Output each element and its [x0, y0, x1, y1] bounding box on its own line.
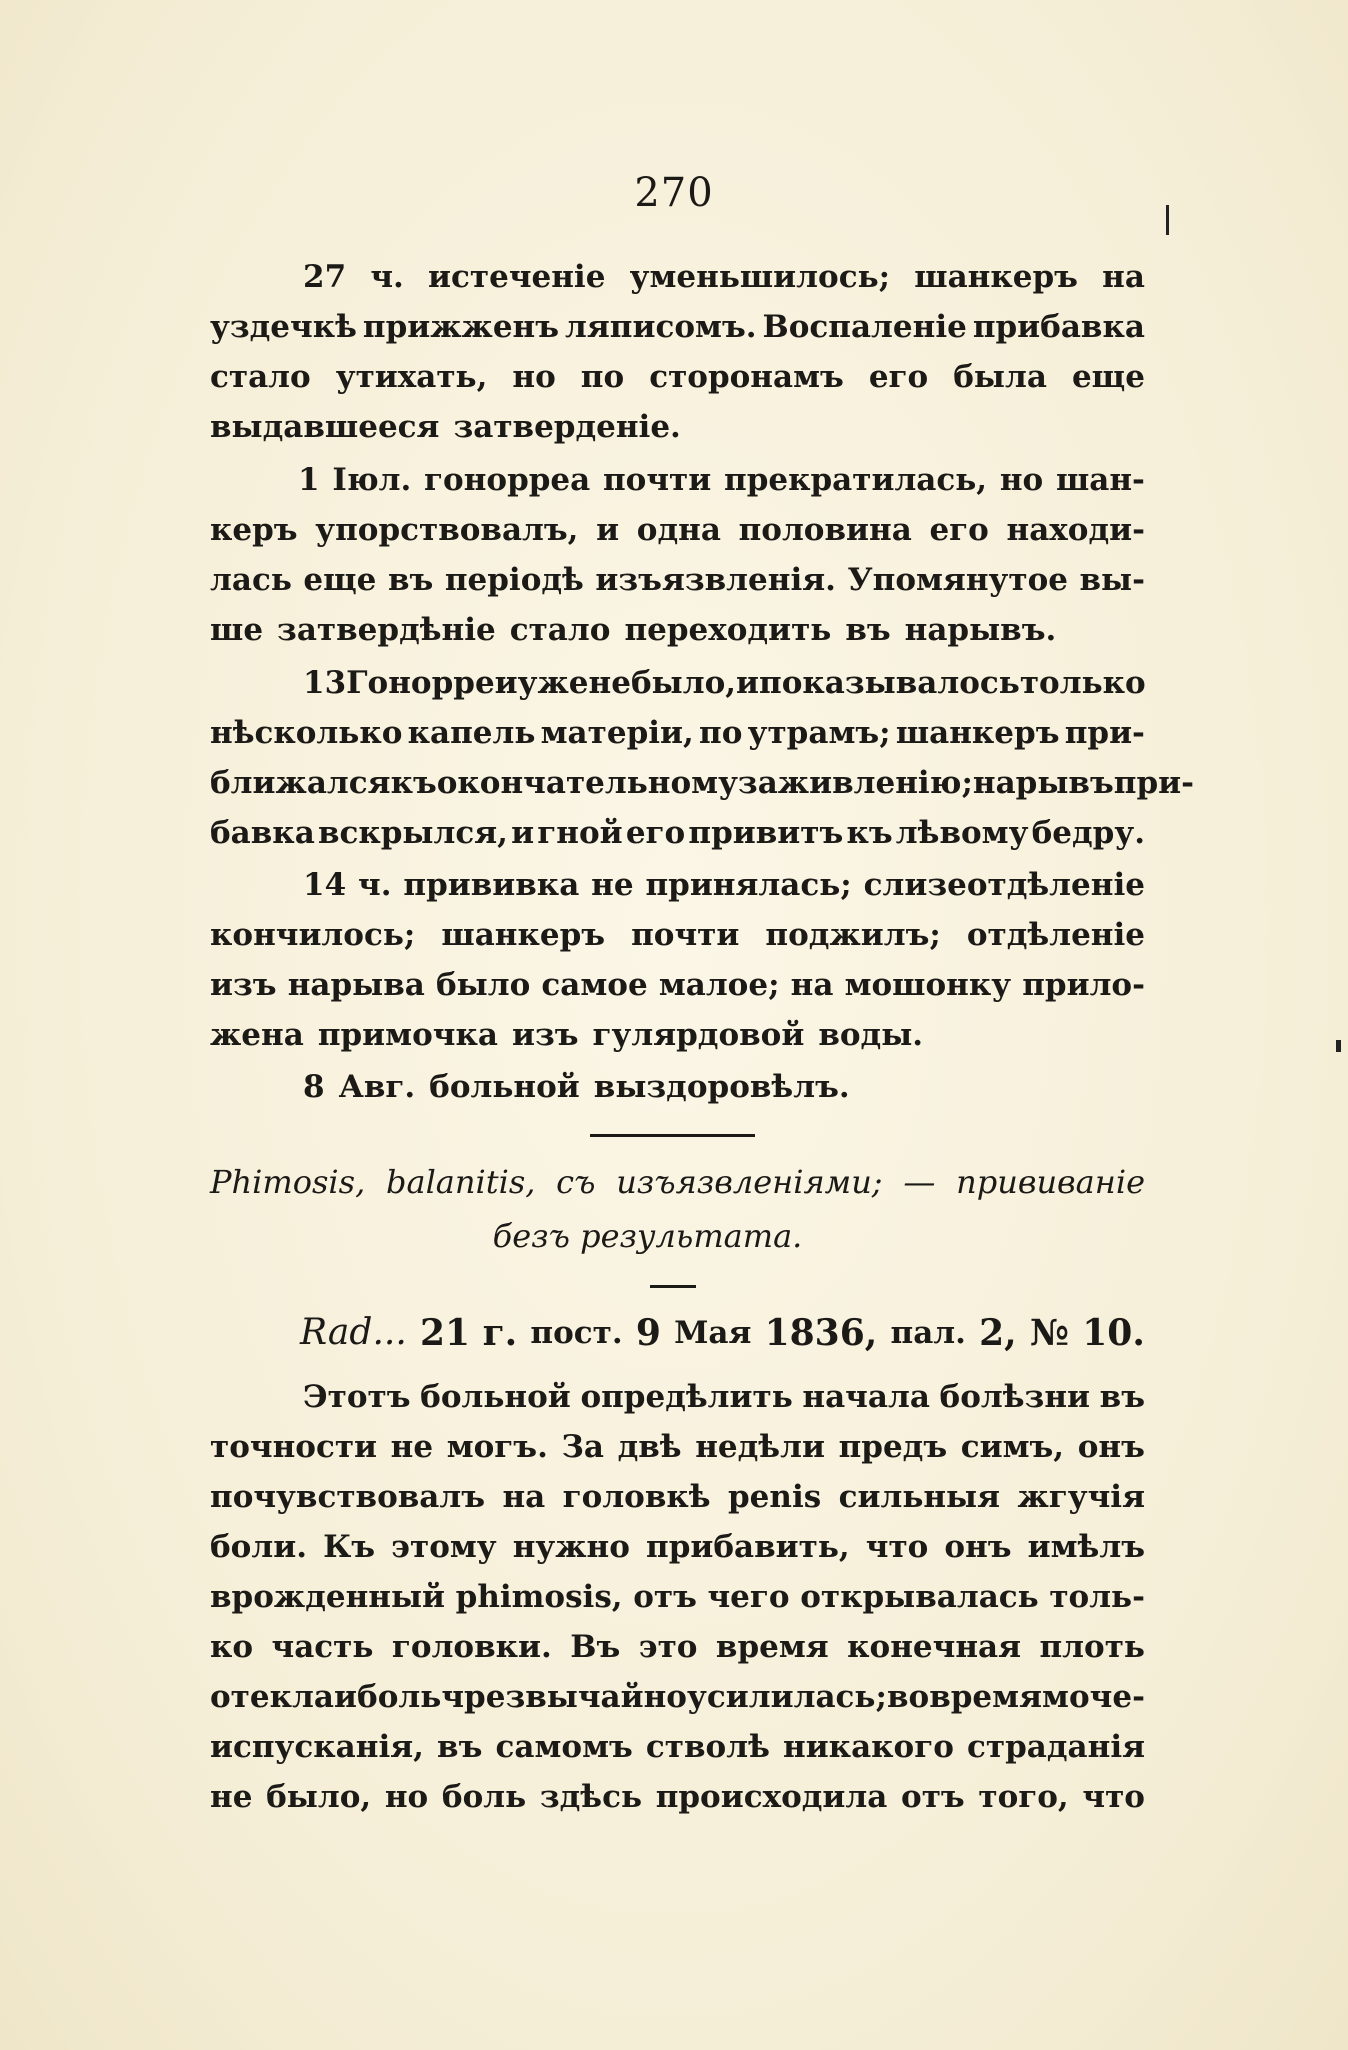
word: время: [929, 1679, 1042, 1715]
text-line: [210, 1772, 1145, 1822]
text-line: [210, 960, 1145, 1010]
word: чрезвычайно: [441, 1679, 687, 1715]
word: была: [953, 359, 1047, 395]
entry-27: [210, 252, 1145, 452]
word: опредѣлить: [580, 1379, 793, 1415]
word: Phimosis,: [210, 1163, 366, 1201]
word: съ: [556, 1163, 596, 1201]
word: Этотъ: [303, 1379, 411, 1415]
word: примочка: [317, 1017, 498, 1053]
word: не: [390, 1429, 434, 1465]
text-line: [210, 808, 1145, 858]
word: 13: [303, 665, 347, 701]
word: предъ: [838, 1429, 948, 1465]
word: здѣсь: [539, 1779, 643, 1815]
word: переходить: [624, 612, 832, 648]
word: бедру.: [1031, 815, 1145, 851]
word: матеріи,: [540, 715, 694, 751]
word: было,: [266, 1779, 372, 1815]
word: въ: [437, 1729, 483, 1765]
text-line: [210, 758, 1194, 808]
word: того,: [978, 1779, 1069, 1815]
text-line: [210, 1622, 1145, 1672]
text-line: [210, 605, 1145, 655]
text-line: [210, 1472, 1145, 1522]
word: было: [435, 967, 531, 1003]
word: уменьшилось;: [629, 259, 891, 295]
text-line: [210, 1422, 1145, 1472]
word: его: [868, 359, 929, 395]
admission-month: Мая: [674, 1315, 752, 1351]
text-line: [210, 505, 1145, 555]
word: За: [561, 1429, 604, 1465]
word: испусканія,: [210, 1729, 424, 1765]
word: стало: [210, 359, 311, 395]
word: его: [929, 512, 989, 548]
word: нужно: [512, 1529, 630, 1565]
word: двѣ: [617, 1429, 682, 1465]
word: его: [625, 815, 686, 851]
word: вскрылся,: [317, 815, 508, 851]
word: лѣвому: [895, 815, 1029, 851]
word: могъ.: [446, 1429, 548, 1465]
word: отъ: [901, 1779, 965, 1815]
word: ч.: [370, 259, 404, 295]
word: отекла: [210, 1679, 334, 1715]
heading-line: [210, 1155, 1145, 1209]
admission-year: 1836,: [764, 1312, 878, 1354]
text-line: [210, 402, 1145, 452]
word: и: [736, 665, 760, 701]
word: отъ: [633, 1579, 697, 1615]
word: это: [638, 1629, 698, 1665]
word: боль: [357, 1679, 442, 1715]
patient-age: 21 г.: [419, 1312, 518, 1354]
word: нѣсколько: [210, 715, 403, 751]
word: къ: [390, 765, 437, 801]
word: упорствовалъ,: [315, 512, 579, 548]
word: ляписомъ.: [565, 309, 757, 345]
text-line: [210, 455, 1145, 505]
word: никакого: [783, 1729, 954, 1765]
word: шан-: [1055, 462, 1145, 498]
word: было,: [630, 665, 737, 701]
word: только: [1019, 665, 1146, 701]
word: при-: [1064, 715, 1145, 751]
word: недѣли: [695, 1429, 825, 1465]
word: жгучія: [1017, 1479, 1145, 1515]
word: время: [715, 1629, 829, 1665]
word: гонорреа: [424, 462, 591, 498]
short-divider: [650, 1285, 696, 1288]
text-line: [210, 1572, 1145, 1622]
word: прививаніе: [956, 1163, 1145, 1201]
word: страданія: [967, 1729, 1145, 1765]
word: лась: [210, 562, 292, 598]
word: бавка: [210, 815, 315, 851]
word: нарывъ: [972, 765, 1114, 801]
word: кончилось;: [210, 917, 416, 953]
word: 27: [303, 259, 347, 295]
ward-number: 2,: [979, 1312, 1017, 1354]
word: и: [511, 815, 535, 851]
word: стало: [509, 612, 611, 648]
admitted-label: пост.: [530, 1315, 623, 1351]
word: но: [999, 462, 1044, 498]
text-line: [210, 252, 1145, 302]
word: боли.: [210, 1529, 307, 1565]
word: больной: [429, 1069, 580, 1105]
word: гулярдовой: [592, 1017, 805, 1053]
word: начала: [802, 1379, 930, 1415]
word: при-: [1113, 765, 1194, 801]
word: ч.: [358, 867, 392, 903]
word: еще: [1071, 359, 1145, 395]
text-line: [210, 1672, 1145, 1722]
section-divider: [590, 1134, 755, 1137]
word: penis: [728, 1479, 822, 1515]
word: истеченіе: [428, 259, 606, 295]
word: врожденный: [210, 1579, 446, 1615]
word: часть: [271, 1629, 374, 1665]
word: прило-: [1022, 967, 1145, 1003]
word: одна: [636, 512, 721, 548]
word: не: [210, 1779, 253, 1815]
word: balanitis,: [386, 1163, 536, 1201]
word: изъязвленіями;: [616, 1163, 883, 1201]
ward-label: пал.: [890, 1315, 966, 1351]
word: имѣлъ: [1027, 1529, 1145, 1565]
word: въ: [387, 562, 434, 598]
number-sign: №: [1029, 1312, 1070, 1354]
word: не: [591, 867, 634, 903]
text-line: [210, 910, 1145, 960]
word: воды.: [818, 1017, 924, 1053]
word: въ: [1099, 1379, 1145, 1415]
text-line: [210, 352, 1145, 402]
word: еще: [303, 562, 377, 598]
word: 1: [298, 462, 320, 498]
word: прибавка: [972, 309, 1145, 345]
word: гной: [537, 815, 623, 851]
word: почти: [631, 917, 740, 953]
word: плоть: [1039, 1629, 1145, 1665]
heading-line: безъ результата.: [492, 1217, 803, 1255]
word: сильныя: [838, 1479, 1001, 1515]
word: и: [596, 512, 620, 548]
word: 14: [303, 867, 347, 903]
text-line: [210, 1372, 1145, 1422]
word: но: [512, 359, 556, 395]
word: конечная: [847, 1629, 1022, 1665]
word: Воспаленіе: [762, 309, 967, 345]
entry-1-jul: [210, 455, 1145, 655]
word: уздечкѣ: [210, 309, 357, 345]
word: шанкеръ: [914, 259, 1078, 295]
word: уже: [517, 665, 589, 701]
word: не: [588, 665, 631, 701]
word: —: [903, 1163, 936, 1201]
word: Гонорреи: [346, 665, 518, 701]
word: окончательному: [436, 765, 738, 801]
word: толь-: [1049, 1579, 1145, 1615]
word: ко: [210, 1629, 254, 1665]
word: къ: [846, 815, 893, 851]
word: самомъ: [495, 1729, 633, 1765]
word: phimosis,: [455, 1579, 623, 1615]
word: головки.: [391, 1629, 552, 1665]
word: изъязвленія.: [595, 562, 836, 598]
word: привитъ: [688, 815, 844, 851]
word: точности: [210, 1429, 378, 1465]
word: Авг.: [338, 1069, 416, 1105]
word: прижженъ: [362, 309, 560, 345]
admission-day: 9: [635, 1312, 661, 1354]
text-line: [210, 1722, 1145, 1772]
word: во: [886, 1679, 930, 1715]
word: вы-: [1079, 562, 1145, 598]
entry-14: [210, 860, 1145, 1060]
word: слизеотдѣленіе: [863, 867, 1145, 903]
word: Въ: [570, 1629, 621, 1665]
word: Къ: [323, 1529, 376, 1565]
word: ближался: [210, 765, 391, 801]
word: больной: [420, 1379, 571, 1415]
word: ше: [210, 612, 264, 648]
word: по: [580, 359, 625, 395]
word: прекратилась,: [724, 462, 988, 498]
entry-13: [210, 658, 1194, 858]
word: 8: [303, 1069, 325, 1105]
word: поджилъ;: [765, 917, 941, 953]
page-number: 270: [634, 170, 714, 216]
word: утихать,: [335, 359, 488, 395]
word: шанкеръ: [895, 715, 1060, 751]
word: открывалась: [800, 1579, 1039, 1615]
word: керъ: [210, 512, 298, 548]
word: принялась;: [645, 867, 852, 903]
word: жена: [210, 1017, 304, 1053]
scan-artifact-mark: [1166, 205, 1169, 235]
word: Упомянутое: [847, 562, 1068, 598]
word: періодѣ: [444, 562, 584, 598]
word: стволѣ: [645, 1729, 770, 1765]
text-line: [210, 1010, 1145, 1060]
word: затвердѣніе: [277, 612, 496, 648]
word: малое;: [658, 967, 780, 1003]
word: прибавить,: [646, 1529, 850, 1565]
word: этому: [391, 1529, 497, 1565]
word: чего: [707, 1579, 790, 1615]
text-line: [210, 860, 1145, 910]
word: почувствовалъ: [210, 1479, 486, 1515]
word: шанкеръ: [441, 917, 606, 953]
word: по: [699, 715, 743, 751]
word: болѣзни: [939, 1379, 1091, 1415]
word: на: [790, 967, 834, 1003]
word: выдавшееся: [210, 409, 440, 445]
word: находи-: [1006, 512, 1145, 548]
word: выздоровѣлъ.: [593, 1069, 850, 1105]
entry-8-aug: [210, 1062, 1145, 1112]
word: онъ: [944, 1529, 1012, 1565]
bed-number: 10.: [1082, 1312, 1145, 1354]
case-heading: [210, 1155, 1145, 1263]
word: но: [384, 1779, 429, 1815]
word: моче-: [1042, 1679, 1145, 1715]
word: что: [865, 1529, 929, 1565]
text-line: [210, 658, 1145, 708]
scan-artifact-mark: [1336, 1040, 1341, 1052]
text-line: [210, 1062, 1145, 1112]
word: нарыва: [287, 967, 425, 1003]
word: изъ: [210, 967, 277, 1003]
word: усилилась;: [687, 1679, 887, 1715]
word: симъ,: [960, 1429, 1065, 1465]
word: головкѣ: [562, 1479, 711, 1515]
word: нарывъ.: [904, 612, 1057, 648]
word: мошонку: [844, 967, 1012, 1003]
text-line: [210, 555, 1145, 605]
word: въ: [845, 612, 891, 648]
case-body: [210, 1372, 1145, 1822]
word: происходила: [655, 1779, 888, 1815]
word: самое: [541, 967, 648, 1003]
word: отдѣленіе: [966, 917, 1145, 953]
patient-name: Rad...: [300, 1312, 407, 1353]
word: и: [334, 1679, 357, 1715]
word: что: [1082, 1779, 1145, 1815]
word: боль: [441, 1779, 527, 1815]
word: онъ: [1077, 1429, 1145, 1465]
word: прививка: [403, 867, 580, 903]
word: заживленію;: [737, 765, 973, 801]
word: половина: [738, 512, 912, 548]
word: на: [1102, 259, 1145, 295]
word: изъ: [511, 1017, 579, 1053]
word: сторонамъ: [649, 359, 844, 395]
word: капель: [407, 715, 536, 751]
word: показывалось: [759, 665, 1020, 701]
text-line: [210, 302, 1145, 352]
text-line: [210, 708, 1145, 758]
case-record-line: [300, 1305, 1145, 1361]
word: утрамъ;: [747, 715, 891, 751]
text-line: [210, 1522, 1145, 1572]
word: Іюл.: [332, 462, 412, 498]
word: на: [502, 1479, 546, 1515]
word: затверденіе.: [453, 409, 681, 445]
word: почти: [602, 462, 712, 498]
